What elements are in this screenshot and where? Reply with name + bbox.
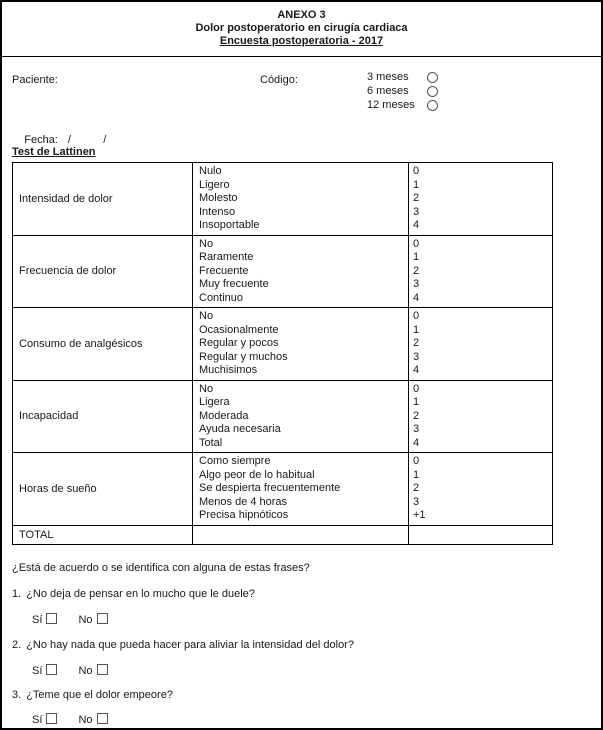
score-value: 0 — [413, 455, 420, 467]
option-label: Molesto — [199, 192, 238, 204]
q1-yes-checkbox[interactable] — [46, 613, 57, 624]
options-cell — [193, 453, 409, 526]
test-title: Test de Lattinen — [12, 146, 96, 158]
score-value: 0 — [413, 237, 420, 250]
patient-label: Paciente: — [12, 74, 58, 86]
table-row — [13, 380, 553, 453]
score-value: 3 — [413, 205, 420, 218]
yes-label: Sí — [32, 714, 43, 726]
option-label: Intenso — [199, 205, 236, 218]
category-cell — [13, 163, 193, 236]
codigo-label: Código: — [260, 74, 298, 86]
option-label: Muy frecuente — [199, 278, 269, 290]
score-value: 2 — [413, 482, 420, 494]
score-value: 2 — [413, 192, 420, 204]
page-title: ANEXO 3 — [277, 9, 326, 21]
options-cell — [193, 308, 409, 381]
question-text: ¿No deja de pensar en lo mucho que le duele? — [26, 588, 255, 600]
category-label: Incapacidad — [19, 410, 79, 423]
options-cell — [193, 163, 409, 236]
yes-answer — [32, 714, 57, 726]
options-cell — [193, 380, 409, 453]
option-label: Algo peor de lo habitual — [199, 468, 315, 481]
answer-row-2 — [32, 664, 126, 677]
questions-intro: ¿Está de acuerdo o se identifica con alguna de estas frases? — [12, 562, 310, 574]
category-label: Intensidad de dolor — [19, 192, 113, 205]
lattinen-table — [12, 162, 553, 545]
score-value: 1 — [413, 323, 420, 336]
yes-label: Sí — [32, 665, 43, 677]
no-answer — [78, 714, 107, 726]
option-label: Ayuda necesaria — [199, 423, 281, 435]
option-label: Menos de 4 horas — [199, 495, 288, 508]
score-value: 0 — [413, 165, 420, 177]
table-row — [13, 235, 553, 308]
month-label-6: 6 meses — [367, 85, 409, 97]
option-label: No — [199, 382, 214, 395]
category-cell — [13, 380, 193, 453]
total-label: TOTAL — [19, 528, 54, 541]
date-label: Fecha: — [24, 134, 58, 146]
form-header — [2, 2, 601, 57]
option-label: Ocasionalmente — [199, 323, 279, 336]
category-cell — [13, 453, 193, 526]
no-answer — [78, 665, 107, 677]
score-value: 3 — [413, 278, 420, 290]
scores-cell — [409, 163, 553, 236]
month-radio-6[interactable] — [427, 86, 438, 97]
question-text: ¿Teme que el dolor empeore? — [26, 689, 173, 701]
table-row — [13, 453, 553, 526]
option-label: Ligero — [199, 178, 230, 191]
q2-no-checkbox[interactable] — [97, 664, 108, 675]
option-label: Precisa hipnóticos — [199, 509, 289, 521]
option-label: Regular y pocos — [199, 337, 279, 349]
yes-answer — [32, 665, 57, 677]
month-radio-3[interactable] — [427, 72, 438, 83]
no-answer — [78, 614, 107, 626]
month-radio-12[interactable] — [427, 100, 438, 111]
option-label: No — [199, 310, 214, 322]
month-option-12 — [367, 98, 438, 112]
category-cell — [13, 308, 193, 381]
option-label: Raramente — [199, 251, 254, 263]
option-label: Moderada — [199, 409, 249, 422]
month-label-3: 3 meses — [367, 71, 409, 83]
score-value: 4 — [413, 219, 420, 231]
codigo-options — [367, 70, 438, 112]
option-label: Muchisimos — [199, 364, 258, 376]
question-number: 2. — [12, 639, 22, 651]
q3-yes-checkbox[interactable] — [46, 713, 57, 724]
table-row — [13, 163, 553, 236]
date-value: / / — [67, 134, 109, 146]
score-value: 1 — [413, 178, 420, 191]
score-value: 4 — [413, 436, 420, 449]
score-value: 1 — [413, 396, 420, 408]
yes-label: Sí — [32, 614, 43, 626]
table-row — [13, 308, 553, 381]
option-label: No — [199, 237, 214, 250]
no-label: No — [78, 665, 93, 677]
total-row — [13, 525, 553, 544]
option-label: Insoportable — [199, 219, 260, 231]
option-label: Como siempre — [199, 455, 271, 467]
survey-title: Encuesta postoperatoria - 2017 — [219, 35, 384, 47]
options-cell — [193, 235, 409, 308]
month-label-12: 12 meses — [367, 99, 415, 111]
score-value: 3 — [413, 423, 420, 435]
question-text: ¿No hay nada que pueda hacer para aliviar la intensidad del dolor? — [26, 639, 354, 651]
scores-cell — [409, 380, 553, 453]
score-value: 4 — [413, 291, 420, 304]
scores-cell — [409, 308, 553, 381]
no-label: No — [78, 614, 93, 626]
category-label: Consumo de analgésicos — [19, 337, 143, 350]
q1-no-checkbox[interactable] — [97, 613, 108, 624]
q2-yes-checkbox[interactable] — [46, 664, 57, 675]
question-number: 1. — [12, 588, 22, 600]
option-label: Nulo — [199, 165, 222, 177]
question-2 — [12, 639, 354, 651]
scores-cell — [409, 453, 553, 526]
score-value: 2 — [413, 337, 420, 349]
option-label: Total — [199, 436, 223, 449]
option-label: Regular y muchos — [199, 350, 288, 363]
option-label: Ligera — [199, 396, 230, 408]
form-subtitle: Dolor postoperatorio en cirugía cardiaca — [195, 22, 408, 34]
score-value: 3 — [413, 350, 420, 363]
answer-row-1 — [32, 613, 126, 626]
option-label: Se despierta frecuentemente — [199, 482, 341, 494]
category-cell — [13, 235, 193, 308]
question-3 — [12, 689, 173, 701]
score-value: 0 — [413, 310, 420, 322]
total-score-cell — [409, 525, 553, 544]
month-option-3 — [367, 70, 438, 84]
question-1 — [12, 588, 255, 600]
scores-cell — [409, 235, 553, 308]
category-label: Horas de sueño — [19, 482, 97, 495]
score-value: 2 — [413, 409, 420, 422]
score-value: 0 — [413, 382, 420, 395]
yes-answer — [32, 614, 57, 626]
month-option-6 — [367, 84, 438, 98]
score-value: 3 — [413, 495, 420, 508]
no-label: No — [78, 714, 93, 726]
option-label: Frecuente — [199, 264, 249, 277]
score-value: +1 — [413, 509, 426, 521]
answer-row-3 — [32, 713, 126, 726]
total-label-cell — [13, 525, 193, 544]
option-label: Continuo — [199, 291, 244, 304]
score-value: 2 — [413, 264, 420, 277]
total-options-cell — [193, 525, 409, 544]
question-number: 3. — [12, 689, 22, 701]
category-label: Frecuencia de dolor — [19, 265, 117, 278]
score-value: 1 — [413, 251, 420, 263]
score-value: 1 — [413, 468, 420, 481]
score-value: 4 — [413, 364, 420, 376]
q3-no-checkbox[interactable] — [97, 713, 108, 724]
